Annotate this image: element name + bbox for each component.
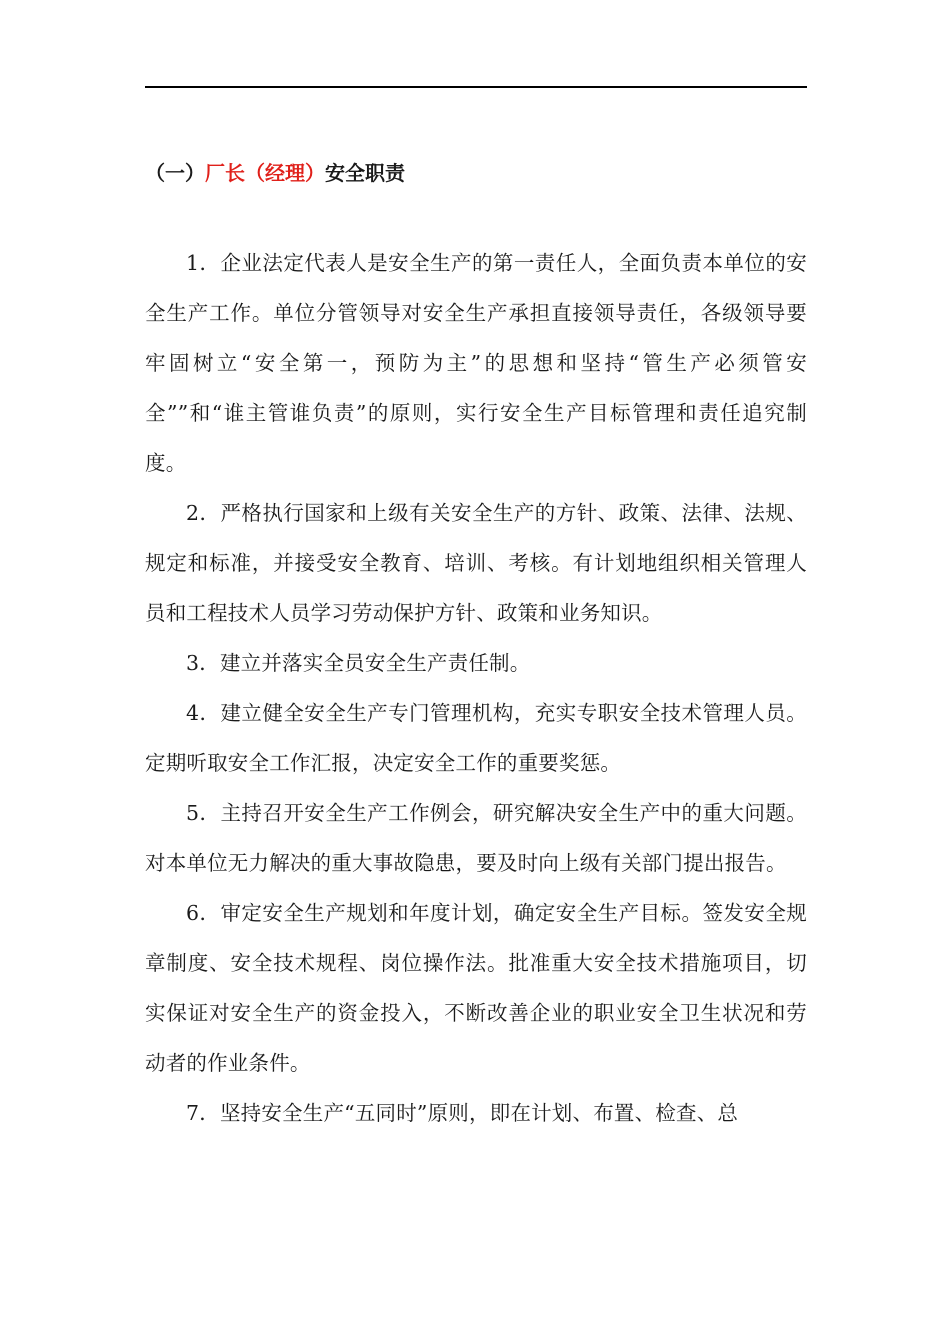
heading-prefix: （一） [145,161,205,185]
body-text [145,238,807,1138]
paragraph-3: 3．建立并落实全员安全生产责任制。 [186,651,531,675]
paragraph-7: 7．坚持安全生产“五同时”原则，即在计划、布置、检查、总 [186,1101,739,1125]
paragraph-1: 1．企业法定代表人是安全生产的第一责任人，全面负责本单位的安全生产工作。单位分管领导对安全生产承担直接领导责任，各级领导要牢固树立“安全第一，预防为主”的思想和坚持“管生产必须管安全””和“谁主管谁负责”的原则，实行安全生产目标管理和责任追究制度。 [145,251,807,475]
paragraph-6: 6．审定安全生产规划和年度计划，确定安全生产目标。签发安全规章制度、安全技术规程、岗位操作法。批准重大安全技术措施项目，切实保证对安全生产的资金投入，不断改善企业的职业安全卫生状况和劳动者的作业条件。 [145,901,807,1075]
paragraph-5: 5．主持召开安全生产工作例会，研究解决安全生产中的重大问题。对本单位无力解决的重大事故隐患，要及时向上级有关部门提出报告。 [145,801,807,875]
paragraph-2: 2．严格执行国家和上级有关安全生产的方针、政策、法律、法规、规定和标准，并接受安全教育、培训、考核。有计划地组织相关管理人员和工程技术人员学习劳动保护方针、政策和业务知识。 [145,501,807,625]
paragraph-4: 4．建立健全安全生产专门管理机构，充实专职安全技术管理人员。定期听取安全工作汇报，决定安全工作的重要奖惩。 [145,701,807,775]
section-heading [145,156,807,190]
header-rule [145,86,807,88]
heading-suffix: 安全职责 [325,161,405,185]
heading-highlight: 厂长（经理） [205,161,325,185]
